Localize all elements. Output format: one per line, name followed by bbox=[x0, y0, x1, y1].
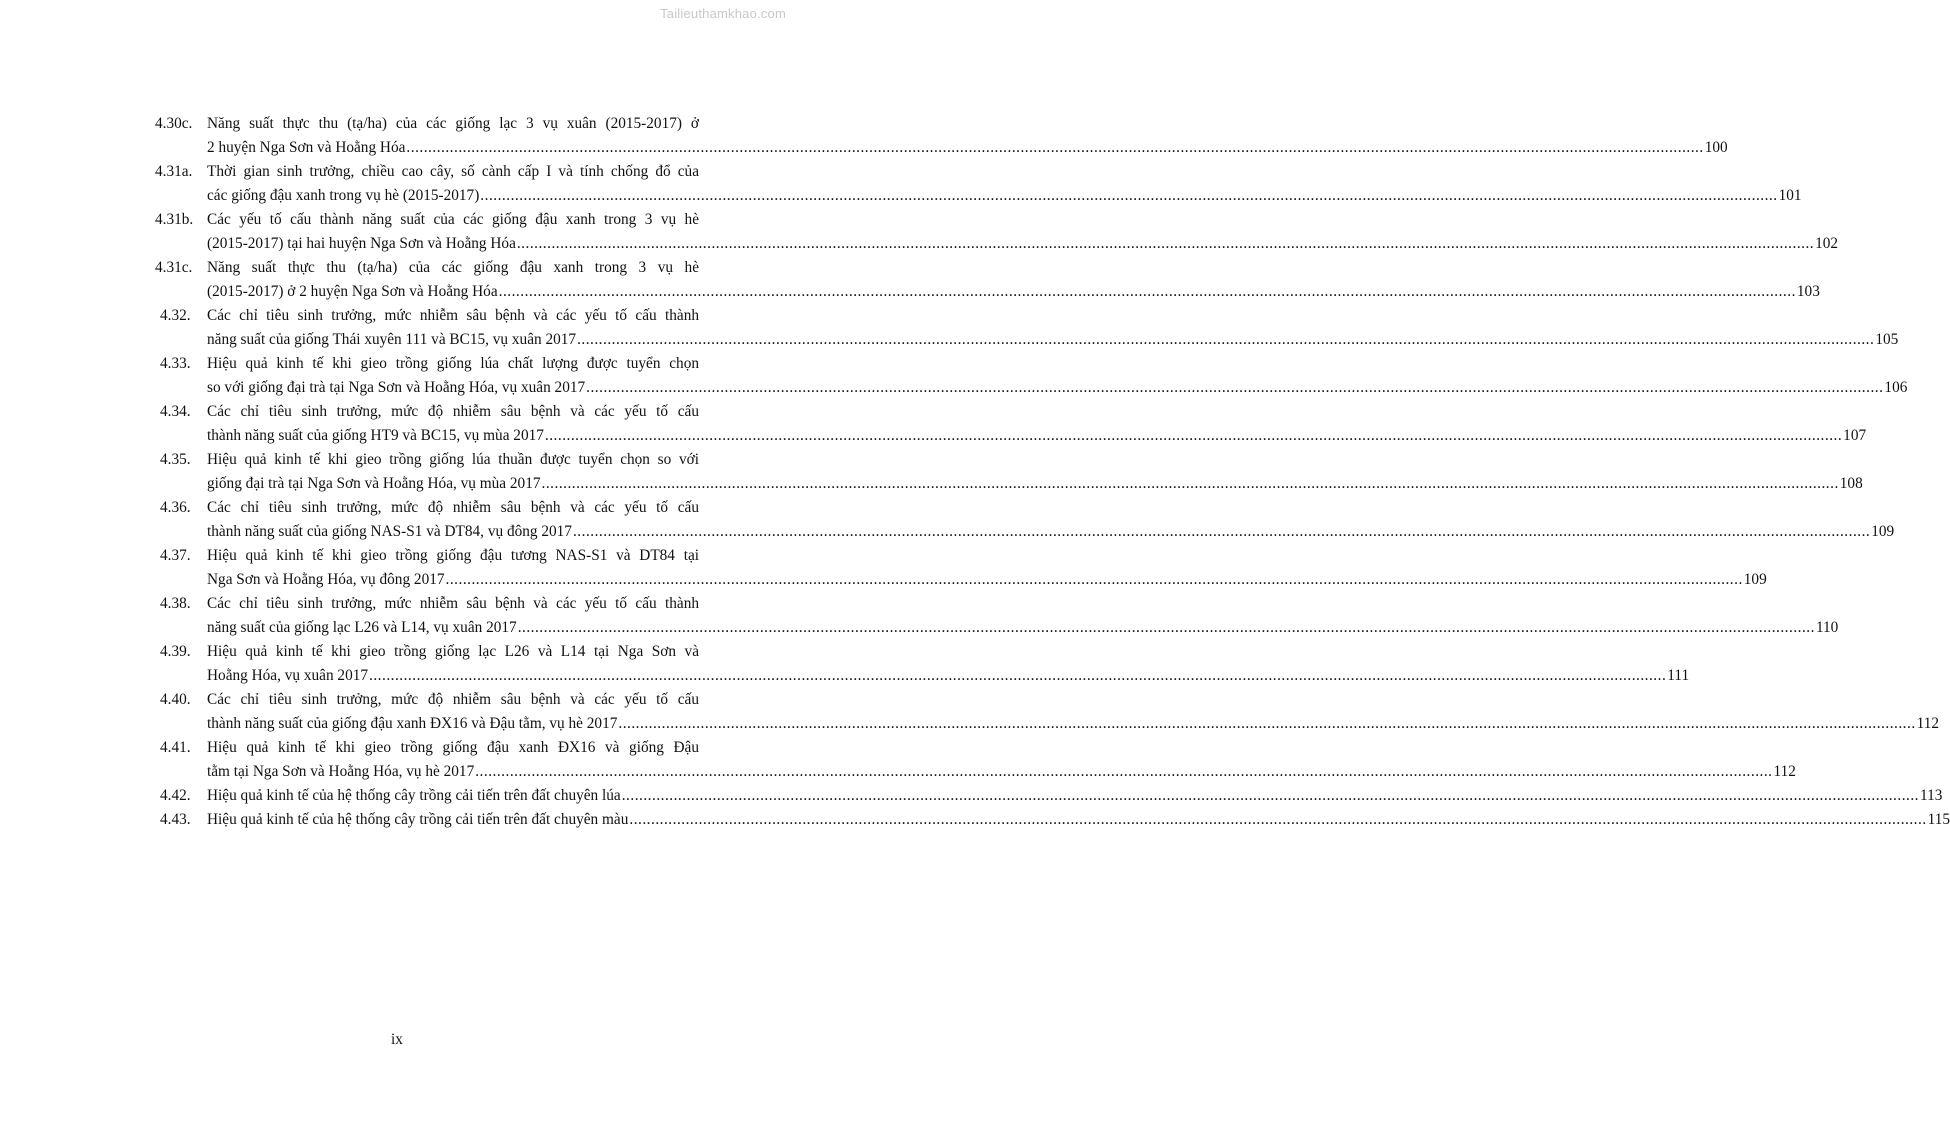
toc-entry bbox=[0, 736, 1796, 784]
toc-entry-page: 107 bbox=[1843, 427, 1867, 444]
toc-entry-leader-line bbox=[207, 376, 1908, 400]
toc-entry bbox=[0, 256, 1820, 304]
toc-entry-leader-line bbox=[207, 664, 1690, 688]
dot-leader: ............................................................................................................................................................................................................................................................................................................ bbox=[498, 283, 1796, 300]
toc-entry bbox=[0, 208, 1839, 256]
toc-entry-number: 4.35. bbox=[160, 451, 191, 468]
toc-entry-page: 106 bbox=[1884, 379, 1908, 396]
toc-entry bbox=[0, 784, 1943, 808]
dot-leader: ............................................................................................................................................................................................................................................................................................................ bbox=[480, 187, 1778, 204]
toc-entry-page: 113 bbox=[1919, 787, 1943, 804]
toc-entry-number: 4.33. bbox=[160, 355, 191, 372]
toc-entry-title-line: Các chỉ tiêu sinh trưởng, mức nhiễm sâu bệnh và các yếu tố cấu thành bbox=[207, 595, 699, 612]
toc-entry-number: 4.36. bbox=[160, 499, 191, 516]
toc-entry-number: 4.30c. bbox=[155, 115, 193, 132]
toc-entry-leader-line bbox=[207, 328, 1899, 352]
toc-entry-page: 102 bbox=[1815, 235, 1839, 252]
toc-entry-page: 115 bbox=[1927, 811, 1950, 828]
toc-entry-leader-line bbox=[207, 568, 1767, 592]
toc-entry-page: 111 bbox=[1667, 667, 1690, 684]
toc-entry-page: 103 bbox=[1796, 283, 1820, 300]
toc-entry-title-tail: giống đại trà tại Nga Sơn và Hoằng Hóa, vụ mùa 2017 bbox=[207, 475, 541, 492]
toc-entry-leader-line bbox=[207, 232, 1839, 256]
page-number: ix bbox=[391, 1031, 403, 1048]
toc-entry-title-line: Hiệu quả kinh tế khi gieo trồng giống đậu tương NAS-S1 và DT84 tại bbox=[207, 547, 699, 564]
toc-entry bbox=[0, 352, 1908, 400]
toc-entry-title-tail: (2015-2017) ở 2 huyện Nga Sơn và Hoằng Hóa bbox=[207, 283, 498, 300]
toc-entry-page: 108 bbox=[1839, 475, 1863, 492]
toc-entry-title-tail: năng suất của giống lạc L26 và L14, vụ xuân 2017 bbox=[207, 619, 517, 636]
toc-entry-number: 4.31c. bbox=[155, 259, 193, 276]
toc-entry-number: 4.31a. bbox=[155, 163, 193, 180]
toc-entry-title-tail: Hoằng Hóa, vụ xuân 2017 bbox=[207, 667, 369, 684]
toc-entry-leader-line bbox=[207, 784, 1943, 808]
toc-entry-title-line: Các chỉ tiêu sinh trưởng, mức độ nhiễm sâu bệnh và các yếu tố cấu bbox=[207, 403, 699, 420]
toc-entry-leader-line bbox=[207, 280, 1820, 304]
toc-entry-title-line: Các yếu tố cấu thành năng suất của các giống đậu xanh trong 3 vụ hè bbox=[207, 211, 699, 228]
toc-entry-leader-line bbox=[207, 712, 1940, 736]
dot-leader: ............................................................................................................................................................................................................................................................................................................ bbox=[572, 523, 1871, 540]
toc-entry-page: 109 bbox=[1743, 571, 1767, 588]
toc-entry-number: 4.37. bbox=[160, 547, 191, 564]
toc-entry-leader-line bbox=[207, 184, 1802, 208]
toc-entry-page: 112 bbox=[1773, 763, 1796, 780]
toc-entry-title-tail: năng suất của giống Thái xuyên 111 và BC15, vụ xuân 2017 bbox=[207, 331, 577, 348]
toc-entry-page: 109 bbox=[1871, 523, 1895, 540]
toc-entry-title-line: Năng suất thực thu (tạ/ha) của các giống lạc 3 vụ xuân (2015-2017) ở bbox=[207, 115, 699, 132]
dot-leader: ............................................................................................................................................................................................................................................................................................................ bbox=[445, 571, 1743, 588]
toc-entry-leader-line bbox=[207, 472, 1863, 496]
toc-entry-title-tail: tằm tại Nga Sơn và Hoằng Hóa, vụ hè 2017 bbox=[207, 763, 475, 780]
dot-leader: ............................................................................................................................................................................................................................................................................................................ bbox=[629, 811, 1927, 828]
toc-entry bbox=[0, 304, 1899, 352]
toc-entry-title-line: Thời gian sinh trưởng, chiều cao cây, số cành cấp I và tính chống đổ của bbox=[207, 163, 699, 180]
toc-entry-leader-line bbox=[207, 136, 1728, 160]
toc-entry-leader-line bbox=[207, 808, 1950, 832]
toc-entry-page: 112 bbox=[1916, 715, 1940, 732]
watermark: Tailieuthamkhao.com bbox=[660, 6, 786, 21]
toc-entry-number: 4.31b. bbox=[155, 211, 194, 228]
dot-leader: ............................................................................................................................................................................................................................................................................................................ bbox=[544, 427, 1843, 444]
toc-entry-page: 101 bbox=[1778, 187, 1802, 204]
toc-entry-page: 100 bbox=[1704, 139, 1728, 156]
toc-entry-title-tail: 2 huyện Nga Sơn và Hoằng Hóa bbox=[207, 139, 406, 156]
dot-leader: ............................................................................................................................................................................................................................................................................................................ bbox=[406, 139, 1704, 156]
toc-entry bbox=[0, 448, 1863, 496]
dot-leader: ............................................................................................................................................................................................................................................................................................................ bbox=[475, 763, 1773, 780]
toc-entry-title-line: Các chỉ tiêu sinh trưởng, mức nhiễm sâu bệnh và các yếu tố cấu thành bbox=[207, 307, 699, 324]
toc-entry bbox=[0, 400, 1867, 448]
toc-entry-title-tail: thành năng suất của giống đậu xanh ĐX16 và Đậu tằm, vụ hè 2017 bbox=[207, 715, 618, 732]
toc-entry bbox=[0, 808, 1950, 832]
dot-leader: ............................................................................................................................................................................................................................................................................................................ bbox=[516, 235, 1815, 252]
toc-entry-leader-line bbox=[207, 520, 1895, 544]
toc-entry-number: 4.34. bbox=[160, 403, 191, 420]
toc-entry-title-tail: thành năng suất của giống HT9 và BC15, vụ mùa 2017 bbox=[207, 427, 544, 444]
toc-entry-title-tail: Nga Sơn và Hoằng Hóa, vụ đông 2017 bbox=[207, 571, 445, 588]
table-of-tables bbox=[0, 112, 1950, 832]
toc-entry-number: 4.38. bbox=[160, 595, 191, 612]
dot-leader: ............................................................................................................................................................................................................................................................................................................ bbox=[369, 667, 1667, 684]
toc-entry bbox=[0, 496, 1895, 544]
toc-entry-title-line: Hiệu quả kinh tế khi gieo trồng giống lúa chất lượng được tuyển chọn bbox=[207, 355, 699, 372]
toc-entry-number: 4.40. bbox=[160, 691, 191, 708]
toc-entry-title-tail: thành năng suất của giống NAS-S1 và DT84, vụ đông 2017 bbox=[207, 523, 572, 540]
toc-entry-title-tail: các giống đậu xanh trong vụ hè (2015-2017) bbox=[207, 187, 480, 204]
toc-entry-title-line: Hiệu quả kinh tế khi gieo trồng giống lạc L26 và L14 tại Nga Sơn và bbox=[207, 643, 699, 660]
toc-entry bbox=[0, 592, 1839, 640]
toc-entry-number: 4.41. bbox=[160, 739, 191, 756]
toc-entry-page: 105 bbox=[1875, 331, 1899, 348]
toc-entry-page: 110 bbox=[1815, 619, 1839, 636]
toc-entry bbox=[0, 112, 1728, 160]
toc-entry bbox=[0, 544, 1767, 592]
dot-leader: ............................................................................................................................................................................................................................................................................................................ bbox=[621, 787, 1919, 804]
dot-leader: ............................................................................................................................................................................................................................................................................................................ bbox=[618, 715, 1916, 732]
toc-entry-leader-line bbox=[207, 424, 1867, 448]
toc-entry-leader-line bbox=[207, 616, 1839, 640]
toc-entry-number: 4.42. bbox=[160, 787, 191, 804]
toc-entry-title-line: Hiệu quả kinh tế khi gieo trồng giống đậu xanh ĐX16 và giống Đậu bbox=[207, 739, 699, 756]
toc-entry bbox=[0, 688, 1940, 736]
toc-entry-number: 4.32. bbox=[160, 307, 191, 324]
toc-entry-number: 4.39. bbox=[160, 643, 191, 660]
toc-entry-title-tail: Hiệu quả kinh tế của hệ thống cây trồng cải tiến trên đất chuyên màu bbox=[207, 811, 629, 828]
toc-entry-title-tail: Hiệu quả kinh tế của hệ thống cây trồng cải tiến trên đất chuyên lúa bbox=[207, 787, 621, 804]
dot-leader: ............................................................................................................................................................................................................................................................................................................ bbox=[517, 619, 1815, 636]
toc-entry-title-tail: so với giống đại trà tại Nga Sơn và Hoằng Hóa, vụ xuân 2017 bbox=[207, 379, 586, 396]
dot-leader: ............................................................................................................................................................................................................................................................................................................ bbox=[586, 379, 1884, 396]
toc-entry bbox=[0, 640, 1690, 688]
toc-entry-title-line: Các chỉ tiêu sinh trưởng, mức độ nhiễm sâu bệnh và các yếu tố cấu bbox=[207, 499, 699, 516]
toc-entry bbox=[0, 160, 1802, 208]
dot-leader: ............................................................................................................................................................................................................................................................................................................ bbox=[541, 475, 1839, 492]
toc-entry-leader-line bbox=[207, 760, 1796, 784]
dot-leader: ............................................................................................................................................................................................................................................................................................................ bbox=[577, 331, 1875, 348]
toc-entry-title-line: Hiệu quả kinh tế khi gieo trồng giống lúa thuần được tuyển chọn so với bbox=[207, 451, 699, 468]
toc-entry-title-tail: (2015-2017) tại hai huyện Nga Sơn và Hoằng Hóa bbox=[207, 235, 516, 252]
toc-entry-title-line: Các chỉ tiêu sinh trưởng, mức độ nhiễm sâu bệnh và các yếu tố cấu bbox=[207, 691, 699, 708]
toc-entry-title-line: Năng suất thực thu (tạ/ha) của các giống đậu xanh trong 3 vụ hè bbox=[207, 259, 699, 276]
toc-entry-number: 4.43. bbox=[160, 811, 191, 828]
